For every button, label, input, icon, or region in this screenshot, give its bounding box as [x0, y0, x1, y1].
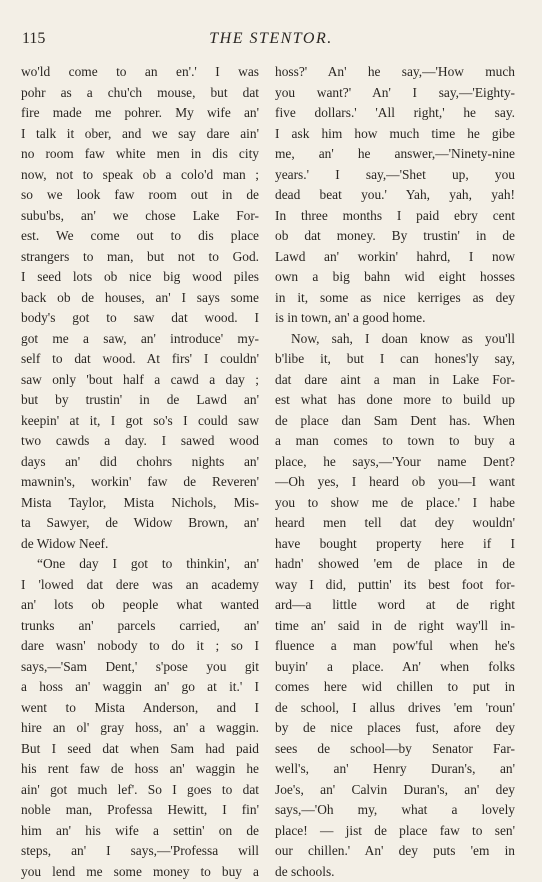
text-line: two cawds a day. I sawed wood [21, 431, 259, 452]
text-line: in it, some as nice kerriges as dey [275, 288, 515, 309]
text-line: ard—a little word at de right [275, 595, 515, 616]
text-line: is in town, an' a good home. [275, 308, 515, 329]
text-line: de school, I allus drives 'em 'roun' [275, 698, 515, 719]
page-header [22, 28, 520, 50]
text-line: b'libe it, but I can hones'ly say, [275, 349, 515, 370]
text-line: got me a saw, an' introduce' my- [21, 329, 259, 350]
text-line: an' lots ob people what wanted [21, 595, 259, 616]
text-line: time an' said in de right way'll in- [275, 616, 515, 637]
left-text-column [21, 62, 259, 882]
text-line: mawnin's, workin' faw de Reveren' [21, 472, 259, 493]
text-line: est. We come out to dis place [21, 226, 259, 247]
text-line: a man comes to town to buy a [275, 431, 515, 452]
text-line: have bought property here if I [275, 534, 515, 555]
text-line: you lend me some money to buy a [21, 862, 259, 882]
text-line: Joe's, an' Calvin Duran's, an' dey [275, 780, 515, 801]
text-line: keepin' at it, I got so's I could saw [21, 411, 259, 432]
text-line: now, not to speak ob a colo'd man ; [21, 165, 259, 186]
text-line: saw only 'bout half a cawd a day ; [21, 370, 259, 391]
right-text-column [275, 62, 515, 882]
text-line: wo'ld come to an en'.' I was [21, 62, 259, 83]
text-line: no room faw white men in dis city [21, 144, 259, 165]
text-line: —Oh yes, I heard ob you—I want [275, 472, 515, 493]
text-line: him an' his wife a settin' on de [21, 821, 259, 842]
text-line: you want?' An' I say,—'Eighty- [275, 83, 515, 104]
running-title: THE STENTOR. [22, 28, 520, 50]
text-line: five dollars.' 'All right,' he say. [275, 103, 515, 124]
text-line: days an' did chohrs nights an' [21, 452, 259, 473]
text-line: but by trustin' in de Lawd an' [21, 390, 259, 411]
text-line: trunks an' parcels carried, an' [21, 616, 259, 637]
text-line: buyin' a place. An' when folks [275, 657, 515, 678]
text-line: fire made me pohrer. My wife an' [21, 103, 259, 124]
text-line: subu'bs, an' we chose Lake For- [21, 206, 259, 227]
text-line: hire an ol' gray hoss, an' a waggin. [21, 718, 259, 739]
text-line: own a big bahn wid eight hosses [275, 267, 515, 288]
text-line: hoss?' An' he say,—'How much [275, 62, 515, 83]
text-line: you to show me de place.' I habe [275, 493, 515, 514]
text-line: so we look faw room out in de [21, 185, 259, 206]
text-line: body's got to saw dat wood. I [21, 308, 259, 329]
page-number: 115 [22, 28, 45, 50]
text-line: went to Mista Anderson, and I [21, 698, 259, 719]
text-line: comes here wid chillen to put in [275, 677, 515, 698]
text-line: I seed lots ob nice big wood piles [21, 267, 259, 288]
text-line: de place dan Sam Dent has. When [275, 411, 515, 432]
text-line: de schools. [275, 862, 515, 882]
text-line: dare wasn' nobody to do it ; so I [21, 636, 259, 657]
text-line: dead beat you.' Yah, yah, yah! [275, 185, 515, 206]
text-line: strangers to man, but not to God. [21, 247, 259, 268]
text-line: ob dat money. By trustin' in de [275, 226, 515, 247]
text-line: years.' I say,—'Shet up, you [275, 165, 515, 186]
text-line: pohr as a chu'ch mouse, but dat [21, 83, 259, 104]
text-line: place, he says,—'Your name Dent? [275, 452, 515, 473]
text-line: ain' got much lef'. So I goes to dat [21, 780, 259, 801]
text-line: by de nice places fust, afore dey [275, 718, 515, 739]
text-line: Lawd an' workin' hahrd, I now [275, 247, 515, 268]
text-line: our chillen.' An' dey puts 'em in [275, 841, 515, 862]
text-line: I ask him how much time he gibe [275, 124, 515, 145]
text-line: dat dare aint a man in Lake For- [275, 370, 515, 391]
text-line: noble man, Professa Hewitt, I fin' [21, 800, 259, 821]
text-line: me, an' he answer,—'Ninety-nine [275, 144, 515, 165]
text-line: fluence a man pow'ful when he's [275, 636, 515, 657]
text-line: Mista Taylor, Mista Nichols, Mis- [21, 493, 259, 514]
text-line: place! — jist de place faw to sen' [275, 821, 515, 842]
text-line: back ob de houses, an' I says some [21, 288, 259, 309]
text-line: “One day I got to thinkin', an' [21, 554, 259, 575]
text-line: Now, sah, I doan know as you'll [275, 329, 515, 350]
text-line: well's, an' Henry Duran's, an' [275, 759, 515, 780]
text-line: self to dat wood. At firs' I couldn' [21, 349, 259, 370]
text-line: ta Sawyer, de Widow Brown, an' [21, 513, 259, 534]
text-line: says,—'Oh my, what a lovely [275, 800, 515, 821]
text-line: I talk it ober, and we say dare ain' [21, 124, 259, 145]
text-line: sees de school—by Senator Far- [275, 739, 515, 760]
text-line: est what has done more to build up [275, 390, 515, 411]
text-line: In three months I paid ebry cent [275, 206, 515, 227]
text-line: I 'lowed dat dere was an academy [21, 575, 259, 596]
text-line: But I seed dat when Sam had paid [21, 739, 259, 760]
text-line: way I did, puttin' its best foot for- [275, 575, 515, 596]
text-line: says,—'Sam Dent,' s'pose you git [21, 657, 259, 678]
text-line: steps, an' I says,—'Professa will [21, 841, 259, 862]
text-line: his rent faw de hoss an' waggin he [21, 759, 259, 780]
text-line: de Widow Neef. [21, 534, 259, 555]
text-line: heard men tell dat dey wouldn' [275, 513, 515, 534]
text-line: hadn' showed 'em de place in de [275, 554, 515, 575]
text-line: a hoss an' waggin an' go at it.' I [21, 677, 259, 698]
